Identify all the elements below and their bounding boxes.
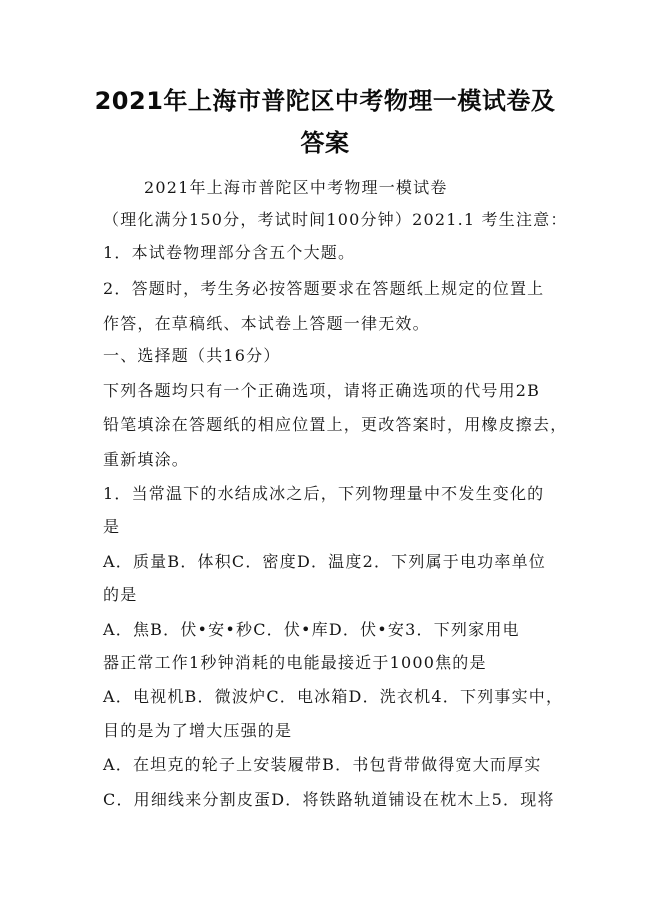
question-line: C．用细线来分割皮蛋D．将铁路轨道铺设在枕木上5．现将 [103, 790, 555, 809]
text-line: 2．答题时，考生务必按答题要求在答题纸上规定的位置上 [103, 279, 545, 298]
question-line: 的是 [103, 585, 138, 604]
subtitle-line: 2021年上海市普陀区中考物理一模试卷 [144, 178, 448, 197]
text-line: 1．本试卷物理部分含五个大题。 [103, 243, 356, 262]
section-heading: 一、选择题（共16分） [103, 346, 281, 365]
question-line: 1．当常温下的水结成冰之后，下列物理量中不发生变化的 [103, 484, 545, 503]
text-line: 铅笔填涂在答题纸的相应位置上，更改答案时，用橡皮擦去， [103, 415, 568, 434]
text-line: 重新填涂。 [103, 450, 190, 469]
question-line: A．在坦克的轮子上安装履带B．书包背带做得宽大而厚实 [103, 755, 542, 774]
document-title-line-1: 2021年上海市普陀区中考物理一模试卷及 [94, 87, 556, 115]
question-line: A．焦B．伏•安•秒C．伏•库D．伏•安3．下列家用电 [103, 620, 520, 639]
question-line: 器正常工作1秒钟消耗的电能最接近于1000焦的是 [103, 653, 487, 672]
text-line: 下列各题均只有一个正确选项，请将正确选项的代号用2B [103, 381, 541, 400]
text-line: 作答，在草稿纸、本试卷上答题一律无效。 [103, 314, 430, 333]
question-line: 目的是为了增大压强的是 [103, 721, 293, 740]
question-line: A．电视机B．微波炉C．电冰箱D．洗衣机4．下列事实中， [103, 687, 564, 706]
document-title-line-2: 答案 [300, 129, 350, 157]
question-line: 是 [103, 517, 121, 536]
question-line: A．质量B．体积C．密度D．温度2．下列属于电功率单位 [103, 552, 546, 571]
text-line: （理化满分150分，考试时间100分钟）2021.1 考生注意： [103, 210, 568, 229]
